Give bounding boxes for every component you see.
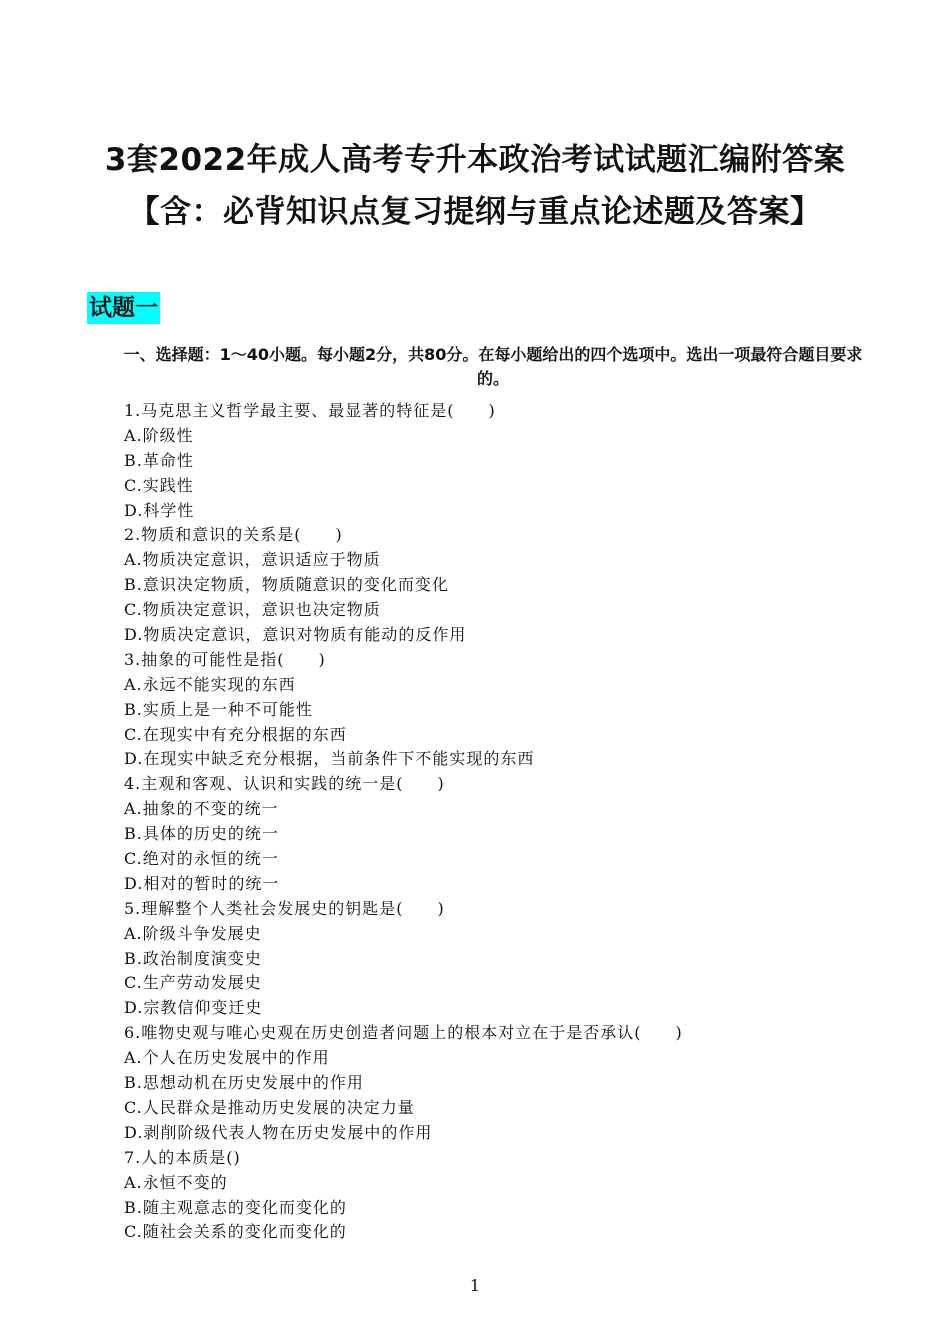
option-line: D.在现实中缺乏充分根据，当前条件下不能实现的东西	[124, 749, 535, 769]
option-line: C.生产劳动发展史	[124, 973, 262, 993]
question-line: 7.人的本质是()	[124, 1147, 241, 1167]
option-line: C.在现实中有充分根据的东西	[124, 724, 347, 744]
option-line: C.人民群众是推动历史发展的决定力量	[124, 1097, 415, 1117]
option-line: C.实践性	[124, 475, 194, 495]
option-line: D.剥削阶级代表人物在历史发展中的作用	[124, 1122, 433, 1142]
option-line: C.随社会关系的变化而变化的	[124, 1222, 347, 1242]
page-number: 1	[469, 1276, 481, 1295]
option-line: A.抽象的不变的统一	[124, 799, 279, 819]
option-line: A.阶级性	[124, 425, 194, 445]
option-line: A.永恒不变的	[124, 1172, 228, 1192]
question-line: 6.唯物史观与唯心史观在历史创造者问题上的根本对立在于是否承认( )	[124, 1023, 683, 1043]
option-line: B.思想动机在历史发展中的作用	[124, 1073, 364, 1093]
question-line: 4.主观和客观、认识和实践的统一是( )	[124, 774, 445, 794]
option-line: A.永远不能实现的东西	[124, 674, 296, 694]
option-line: D.科学性	[124, 500, 195, 520]
option-line: A.个人在历史发展中的作用	[124, 1048, 330, 1068]
option-line: A.阶级斗争发展史	[124, 923, 262, 943]
option-line: B.革命性	[124, 450, 194, 470]
option-line: B.随主观意志的变化而变化的	[124, 1197, 347, 1217]
question-line: 3.抽象的可能性是指( )	[124, 649, 326, 669]
option-line: B.意识决定物质，物质随意识的变化而变化	[124, 575, 449, 595]
question-line: 2.物质和意识的关系是( )	[124, 525, 343, 545]
section-label: 试题一	[87, 292, 160, 324]
document-title-line-2: 【含：必背知识点复习提纲与重点论述题及答案】	[128, 194, 822, 230]
question-line: 5.理解整个人类社会发展史的钥匙是( )	[124, 898, 445, 918]
document-title-line-1: 3套2022年成人高考专升本政治考试试题汇编附答案	[104, 142, 846, 178]
option-line: D.相对的暂时的统一	[124, 873, 280, 893]
option-line: B.具体的历史的统一	[124, 824, 279, 844]
option-line: B.政治制度演变史	[124, 948, 262, 968]
option-line: C.物质决定意识，意识也决定物质	[124, 600, 381, 620]
option-line: D.物质决定意识，意识对物质有能动的反作用	[124, 625, 467, 645]
option-line: B.实质上是一种不可能性	[124, 699, 313, 719]
instruction-text: 一、选择题：1～40小题。每小题2分，共80分。在每小题给出的四个选项中。选出一项最符合题目要求的。	[123, 345, 863, 388]
option-line: A.物质决定意识，意识适应于物质	[124, 550, 381, 570]
option-line: C.绝对的永恒的统一	[124, 849, 279, 869]
question-line: 1.马克思主义哲学最主要、最显著的特征是( )	[124, 401, 496, 420]
question-list	[124, 399, 884, 1245]
option-line: D.宗教信仰变迁史	[124, 998, 263, 1018]
